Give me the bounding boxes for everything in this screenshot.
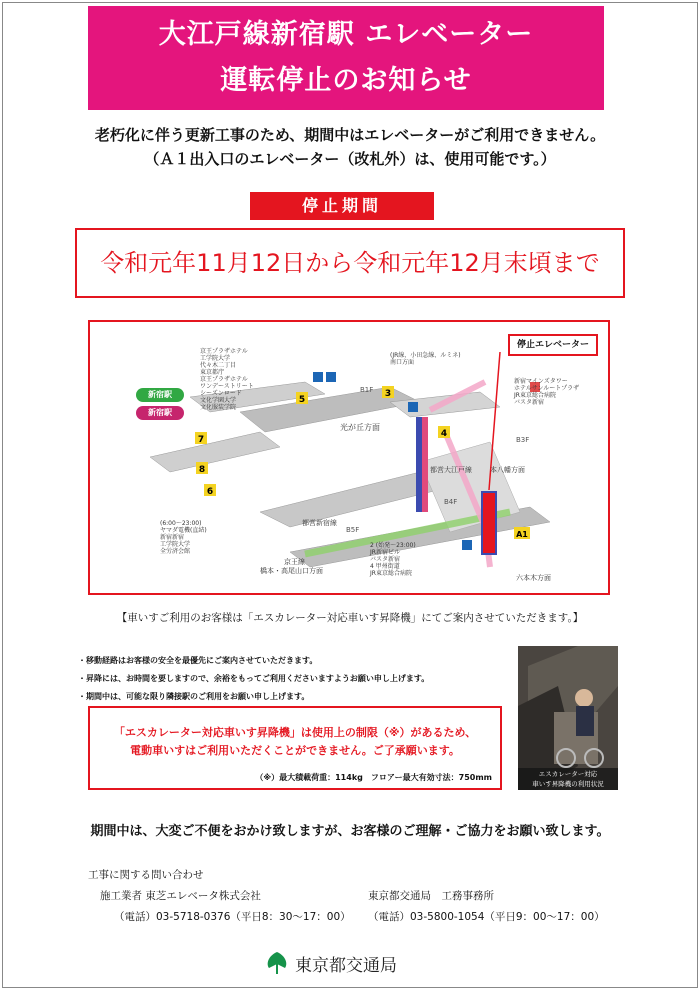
exit-number-8: 8	[198, 465, 206, 475]
legend-line: ホテルサンルートプラザ	[514, 385, 580, 392]
legend-line: (JR線、小田急線、ルミネ)	[390, 352, 461, 359]
legend-line: 全労済会館	[160, 548, 191, 555]
warning-box	[88, 706, 502, 790]
legend-line: 2 (始発〜23:00)	[370, 542, 416, 549]
bullet-list	[78, 652, 429, 706]
concourse-slab-west	[150, 432, 280, 472]
footer-logo	[264, 950, 397, 976]
legend-line: 工学院大学	[160, 541, 191, 548]
exit-number-6: 6	[206, 487, 214, 497]
exit-number-a1: A1	[516, 530, 528, 539]
line-label-keio: 京王線	[284, 558, 305, 566]
legend-line: 京王プラザホテル	[200, 376, 248, 383]
wheelchair-notice: 【車いすご利用のお客様は「エスカレーター対応車いす昇降機」にてご案内させていただきます。】	[116, 612, 584, 624]
intro-line-2: （Ａ１出入口のエレベーター（改札外）は、使用可能です。）	[144, 150, 556, 168]
legend-line: JR新宿ビル	[370, 549, 400, 556]
wheelchair-lift-photo	[518, 646, 618, 790]
contact-heading: 工事に関する問い合わせ	[88, 869, 204, 881]
bureau-phone: （電話）03-5800-1054（平日9：00～17：00）	[368, 911, 605, 923]
title-line-2: 運転停止のお知らせ	[220, 65, 472, 96]
line-label-keio-direction: 橋本・高尾山口方面	[260, 567, 323, 575]
line-label-oedo: 都営大江戸線	[430, 466, 472, 474]
legend-line: 文化服装学院	[200, 404, 237, 411]
exit-number-7: 7	[197, 435, 205, 445]
legend-line: JR東京総合病院	[514, 392, 556, 399]
footer-logo-text: 東京都交通局	[295, 955, 397, 976]
station-badge-green: 新宿駅	[136, 388, 184, 402]
elevator-icon-a	[313, 372, 323, 382]
photo-caption-line-2: 車いす昇降機の利用状況	[532, 780, 604, 788]
warning-note: （※）最大積載荷重：114kg フロアー最大有効寸法：750mm	[255, 773, 492, 782]
title-banner	[88, 6, 604, 110]
warning-line-1: 「エスカレーター対応車いす昇降機」は使用上の制限（※）があるため、	[113, 726, 477, 739]
direction-motoyawata: 本八幡方面	[490, 466, 525, 474]
legend-line: 工学院大学	[200, 355, 231, 362]
ginkgo-logo-icon	[264, 950, 290, 976]
photo-caption-line-1: エスカレーター対応	[538, 770, 598, 778]
contact-bureau	[368, 886, 605, 928]
legend-line: 代々木二丁目	[200, 362, 237, 369]
floor-label-b4: B4F	[444, 498, 458, 506]
stopped-elevator-shaft	[482, 492, 496, 554]
exit-number-5: 5	[298, 395, 306, 405]
floor-label-b3: B3F	[516, 436, 530, 444]
exit-legend-2-4	[370, 542, 416, 577]
legend-line: 南口方面	[390, 359, 415, 366]
contractor-phone: （電話）03-5718-0376（平日8：30～17：00）	[114, 911, 351, 923]
legend-line: 4 甲州街道	[370, 563, 400, 570]
floor-label-b5: B5F	[346, 526, 360, 534]
period-box	[75, 228, 625, 298]
legend-line: 新宿マインズタワー	[514, 378, 568, 385]
legend-line: シーズンロード	[200, 390, 242, 397]
stopped-elevator-tag: 停止エレベーター	[508, 334, 598, 356]
legend-line: 京王プラザホテル	[200, 348, 248, 355]
period-text: 令和元年11月12日から令和元年12月末頃まで	[100, 249, 600, 277]
escalator-icon-a	[326, 372, 336, 382]
station-map	[88, 320, 610, 595]
contact-contractor	[100, 886, 351, 928]
legend-line: JR東京総合病院	[370, 570, 412, 577]
photo-caption	[518, 768, 618, 790]
elevator-icon-b	[408, 402, 418, 412]
intro-line-1: 老朽化に伴う更新工事のため、期間中はエレベーターがご利用できません。	[94, 126, 606, 144]
exit-number-3: 3	[384, 389, 392, 399]
legend-line: 文化学園大学	[200, 397, 237, 404]
floor-label-b1: B1F	[360, 386, 374, 394]
exit-legend-a1	[514, 378, 579, 406]
title-line-1: 大江戸線新宿駅 エレベーター	[158, 19, 534, 50]
legend-line: ヤマダ電機(直結)	[160, 527, 207, 534]
period-label: 停止期間	[250, 192, 434, 220]
legend-line: 新宿新宿	[160, 534, 185, 541]
closing-message: 期間中は、大変ご不便をおかけ致しますが、お客様のご理解・ご協力をお願い致します。	[90, 824, 610, 839]
line-direction-hikarigaoka: 光が丘方面	[340, 423, 380, 432]
oedo-vertical-b	[422, 417, 428, 512]
escalator-icon-b	[462, 540, 472, 550]
bullet-item: ・移動経路はお客様の安全を最優先にご案内させていただきます。	[78, 656, 318, 665]
exit-legend-3	[390, 352, 461, 366]
legend-line: (6:00〜23:00)	[160, 520, 202, 527]
bullet-item: ・昇降には、お時間を要しますので、余裕をもってご利用くださいますようお願い申し上げます。	[78, 674, 430, 683]
bullet-item: ・期間中は、可能な限り隣接駅のご利用をお願い申し上げます。	[78, 692, 310, 701]
legend-line: ワンデーストリート	[200, 383, 254, 390]
station-badge-magenta: 新宿駅	[136, 406, 184, 420]
legend-line: 東京都庁	[200, 369, 225, 376]
contractor-name: 施工業者 東芝エレベータ株式会社	[100, 890, 261, 902]
legend-line: バスタ新宿	[370, 556, 401, 563]
bureau-name: 東京都交通局 工務事務所	[368, 890, 494, 902]
line-label-shinjuku: 都営新宿線	[302, 519, 337, 527]
oedo-vertical-a	[416, 417, 422, 512]
warning-line-2: 電動車いすはご利用いただくことができません。ご了承願います。	[130, 744, 460, 757]
direction-roppongi: 六本木方面	[516, 574, 551, 582]
exit-legend-5	[160, 520, 207, 555]
exit-legend-7-8-6	[200, 348, 254, 411]
exit-number-4-top: 4	[440, 429, 448, 439]
legend-line: バスタ新宿	[514, 399, 545, 406]
